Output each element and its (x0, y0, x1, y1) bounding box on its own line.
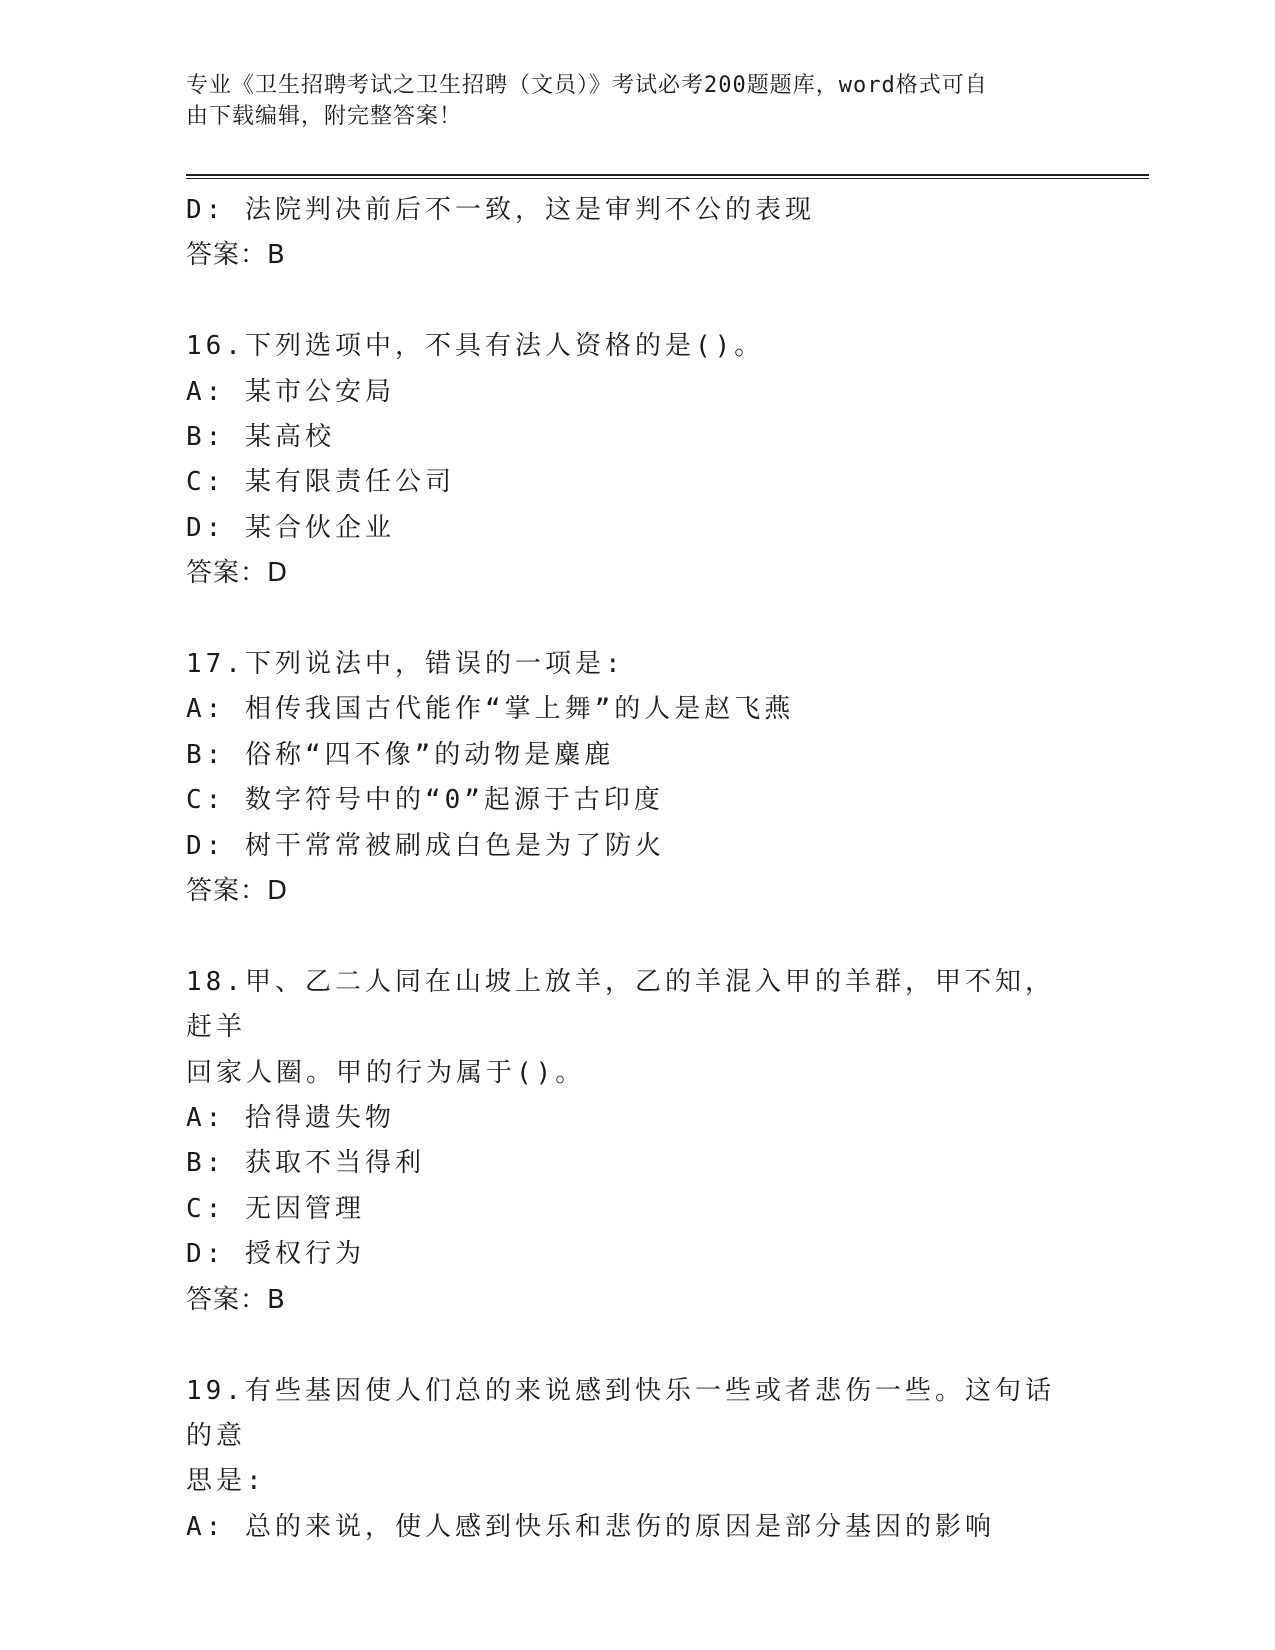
option-c: C: 某有限责任公司 (186, 467, 455, 498)
option-a: A: 相传我国古代能作“掌上舞”的人是赵飞燕 (186, 694, 795, 725)
option-a: A: 某市公安局 (186, 376, 395, 407)
previous-question-tail (186, 188, 1086, 279)
header-line-2: 由下载编辑，附完整答案！ (186, 104, 463, 129)
question-stem-line-2: 思是: (186, 1466, 266, 1497)
question-16 (186, 324, 1086, 596)
answer-line: 答案：D (186, 876, 289, 907)
question-stem: 16.下列选项中，不具有法人资格的是()。 (186, 331, 765, 362)
header-line-1: 专业《卫生招聘考试之卫生招聘（文员）》考试必考200题题库，word格式可自 (186, 73, 988, 98)
option-d: D: 法院判决前后不一致，这是审判不公的表现 (186, 195, 815, 225)
option-c: C: 无因管理 (186, 1193, 365, 1224)
option-b: B: 俗称“四不像”的动物是麋鹿 (186, 739, 615, 770)
option-c: C: 数字符号中的“0”起源于古印度 (186, 785, 664, 816)
question-stem-line-2: 回家人圈。甲的行为属于()。 (186, 1057, 586, 1088)
question-17 (186, 642, 1086, 914)
answer-line: 答案：B (186, 1284, 286, 1315)
header-divider (186, 174, 1149, 179)
option-d: D: 授权行为 (186, 1239, 365, 1270)
document-header (186, 70, 1066, 132)
option-d: D: 某合伙企业 (186, 512, 395, 543)
question-19 (186, 1369, 1086, 1551)
option-d: D: 树干常常被刷成白色是为了防火 (186, 830, 665, 861)
question-stem-line-1: 18.甲、乙二人同在山坡上放羊，乙的羊混入甲的羊群，甲不知，赶羊 (186, 966, 1055, 1043)
option-a: A: 总的来说，使人感到快乐和悲伤的原因是部分基因的影响 (186, 1511, 995, 1542)
question-stem-line-1: 19.有些基因使人们总的来说感到快乐一些或者悲伤一些。这句话的意 (186, 1375, 1055, 1451)
answer-line: 答案：D (186, 558, 289, 589)
question-stem: 17.下列说法中，错误的一项是: (186, 649, 625, 680)
option-b: B: 获取不当得利 (186, 1148, 425, 1179)
option-a: A: 拾得遗失物 (186, 1103, 395, 1134)
question-list (186, 188, 1086, 1550)
question-18 (186, 960, 1086, 1323)
answer-line: 答案：B (186, 240, 286, 271)
option-b: B: 某高校 (186, 422, 335, 453)
